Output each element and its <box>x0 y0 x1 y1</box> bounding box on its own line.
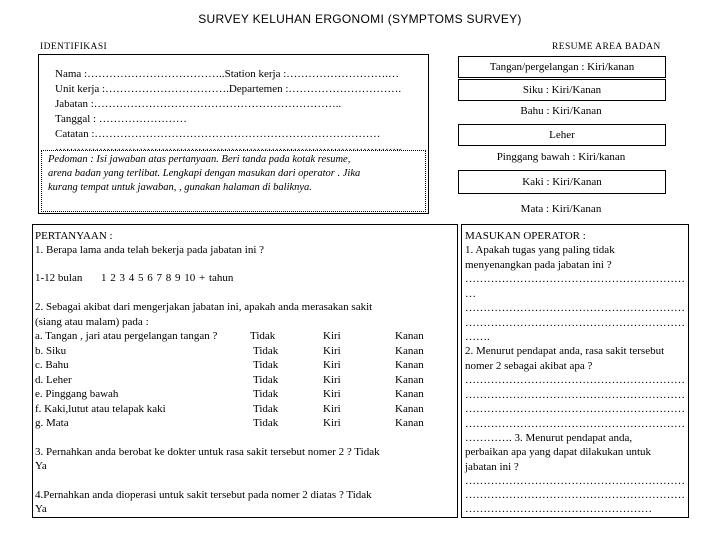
operator-answer-line[interactable]: …………………………………………………… <box>465 374 685 386</box>
date-field[interactable]: Tanggal : …………………… <box>55 113 187 125</box>
operator-header: MASUKAN OPERATOR : <box>465 230 586 242</box>
q2-option-no[interactable]: Tidak <box>253 417 279 429</box>
resume-header: RESUME AREA BADAN <box>552 42 661 52</box>
q2-option-left[interactable]: Kiri <box>323 417 341 429</box>
q2-option-left[interactable]: Kiri <box>323 359 341 371</box>
q2-option-right[interactable]: Kanan <box>395 374 424 386</box>
question-4-answer-yes[interactable]: Ya <box>35 503 47 515</box>
operator-answer-line[interactable]: …………………………………………………… <box>465 389 685 401</box>
q2-option-no[interactable]: Tidak <box>253 345 279 357</box>
q2-row-label: f. Kaki,lutut atau telapak kaki <box>35 403 166 415</box>
questions-header: PERTANYAAN : <box>35 230 113 242</box>
resume-area-feet[interactable]: Kaki : Kiri/Kanan <box>458 170 666 194</box>
q2-option-left[interactable]: Kiri <box>323 345 341 357</box>
resume-area-neck[interactable]: Leher <box>458 124 666 146</box>
q2-option-no[interactable]: Tidak <box>253 359 279 371</box>
operator-answer-line[interactable]: …………………………………………………… <box>465 273 685 285</box>
q2-option-no[interactable]: Tidak <box>253 388 279 400</box>
resume-area-elbow[interactable]: Siku : Kiri/Kanan <box>458 79 666 101</box>
notes-field-continuation[interactable]: ………………………………………………………………………………….. <box>55 141 402 153</box>
resume-area-lower-back[interactable]: Pinggang bawah : Kiri/kanan <box>496 151 626 163</box>
operator-answer-line[interactable]: ……. <box>465 331 490 343</box>
q2-option-left[interactable]: Kiri <box>323 330 341 342</box>
resume-area-eyes[interactable]: Mata : Kiri/Kanan <box>520 203 602 215</box>
q2-option-left[interactable]: Kiri <box>323 403 341 415</box>
question-1: 1. Berapa lama anda telah bekerja pada jabatan ini ? <box>35 244 265 256</box>
position-field[interactable]: Jabatan :………………………………………………………….. <box>55 98 342 110</box>
name-station-field[interactable]: Nama :………………………………..Station kerja :……………………….… <box>55 68 400 80</box>
q1-scale-options[interactable]: 1 2 3 4 5 6 7 8 9 10 + tahun <box>101 272 234 284</box>
operator-line: 1. Apakah tugas yang paling tidak <box>465 244 615 256</box>
guide-box <box>41 150 426 212</box>
operator-answer-line[interactable]: … <box>465 288 476 300</box>
q2-row-label: b. Siku <box>35 345 67 357</box>
operator-line: perbaikan apa yang dapat dilakukan untuk <box>465 446 652 458</box>
operator-line: jabatan ini ? <box>465 461 519 473</box>
resume-area-hand[interactable]: Tangan/pergelangan : Kiri/kanan <box>458 56 666 78</box>
identification-box <box>38 54 429 214</box>
q2-option-right[interactable]: Kanan <box>395 403 424 415</box>
q2-option-right[interactable]: Kanan <box>395 345 424 357</box>
identification-header: IDENTIFIKASI <box>40 42 108 52</box>
q2-option-right[interactable]: Kanan <box>395 388 424 400</box>
q2-option-no[interactable]: Tidak <box>250 330 276 342</box>
q2-option-right[interactable]: Kanan <box>395 359 424 371</box>
q2-row-label: c. Bahu <box>35 359 69 371</box>
q2-row-label: e. Pinggang bawah <box>35 388 119 400</box>
guide-line: arena badan yang terlibat. Lengkapi dengan masukan dari operator . Jika <box>48 168 361 179</box>
q2-option-left[interactable]: Kiri <box>323 374 341 386</box>
questions-box <box>32 224 458 518</box>
operator-line: 2. Menurut pendapat anda, rasa sakit tersebut <box>465 345 665 357</box>
notes-field[interactable]: Catatan :…………………………………………………………………… <box>55 128 381 140</box>
question-2-continuation: (siang atau malam) pada : <box>35 316 149 328</box>
operator-answer-line[interactable]: …………………………………………………… <box>465 475 685 487</box>
resume-area-shoulder[interactable]: Bahu : Kiri/Kanan <box>520 105 602 117</box>
guide-line: Pedoman : Isi jawaban atas pertanyaan. Beri tanda pada kotak resume, <box>48 154 351 165</box>
question-4: 4.Pernahkan anda dioperasi untuk sakit tersebut pada nomer 2 diatas ? Tidak <box>35 489 372 501</box>
q2-option-right[interactable]: Kanan <box>395 330 424 342</box>
operator-line: nomer 2 sebagai akibat apa ? <box>465 360 593 372</box>
operator-answer-line[interactable]: …………………………………………………… <box>465 418 685 430</box>
q1-scale-label: 1-12 bulan <box>35 272 83 284</box>
operator-answer-line[interactable]: …………………………………………………… <box>465 317 685 329</box>
question-3-answer-yes[interactable]: Ya <box>35 460 47 472</box>
q2-option-right[interactable]: Kanan <box>395 417 424 429</box>
operator-answer-line[interactable]: …………………………………………………… <box>465 302 685 314</box>
guide-line: kurang tempat untuk jawaban, , gunakan halaman di baliknya. <box>48 182 312 193</box>
page-title: SURVEY KELUHAN ERGONOMI (SYMPTOMS SURVEY) <box>198 12 522 26</box>
q2-row-label: d. Leher <box>35 374 72 386</box>
q2-option-no[interactable]: Tidak <box>253 403 279 415</box>
operator-line: …………. 3. Menurut pendapat anda, <box>465 432 633 444</box>
question-3: 3. Pernahkan anda berobat ke dokter untuk rasa sakit tersebut nomer 2 ? Tidak <box>35 446 380 458</box>
q2-option-no[interactable]: Tidak <box>253 374 279 386</box>
q2-row-label: g. Mata <box>35 417 69 429</box>
operator-line: menyenangkan pada jabatan ini ? <box>465 259 612 271</box>
q2-option-left[interactable]: Kiri <box>323 388 341 400</box>
unit-department-field[interactable]: Unit kerja :…………………………….Departemen :…………………………. <box>55 83 402 95</box>
operator-answer-line[interactable]: …………………………………………………… <box>465 489 685 501</box>
q2-row-label: a. Tangan , jari atau pergelangan tangan ? <box>35 330 218 342</box>
operator-box <box>461 224 689 518</box>
question-2: 2. Sebagai akibat dari mengerjakan jabatan ini, apakah anda merasakan sakit <box>35 301 373 313</box>
operator-answer-line[interactable]: …………………………………………………… <box>465 403 685 415</box>
operator-answer-line[interactable]: …………………………………………… <box>465 503 652 515</box>
